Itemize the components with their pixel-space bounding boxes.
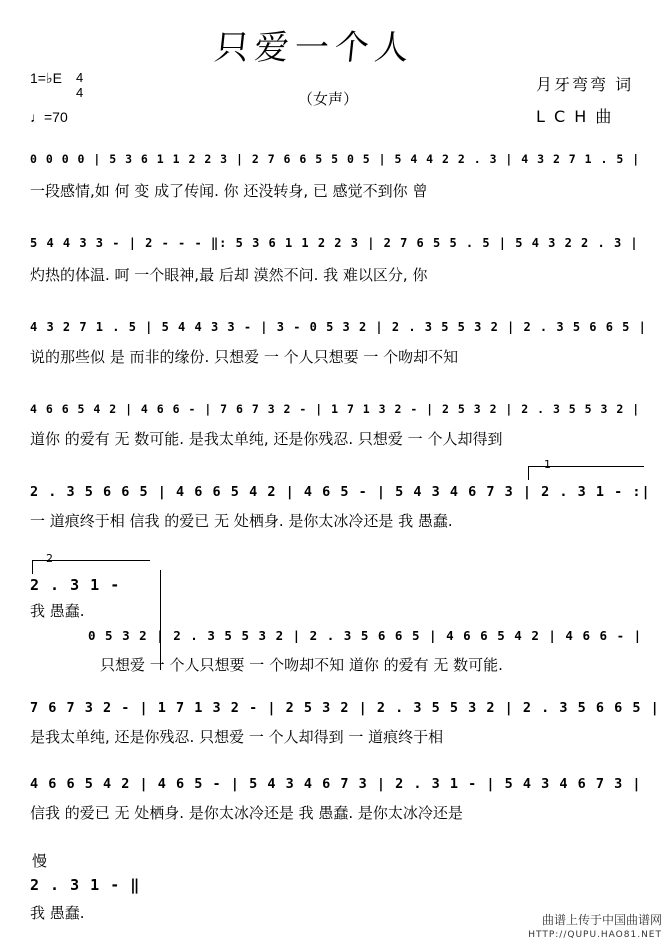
volta-1-hook	[528, 466, 529, 480]
notation-row-8: 7 6 7 3 2 - | 1 7 1 3 2 - | 2 5 3 2 | 2 . 3 5 5 3 2 | 2 . 3 5 6 6 5 |	[30, 700, 660, 716]
lyric-row-4: 道你 的爱有 无 数可能. 是我太单纯, 还是你残忍. 只想爱 一 个人却得到	[30, 430, 503, 448]
lyric-row-2: 灼热的体温. 呵 一个眼神,最 后却 漠然不问. 我 难以区分, 你	[30, 266, 428, 284]
footer-source: 曲谱上传于中国曲谱网	[541, 913, 662, 927]
lyric-row-7: 只想爱 一 个人只想要 一 个吻却不知 道你 的爱有 无 数可能.	[100, 656, 503, 674]
lyric-row-3: 说的那些似 是 而非的缘份. 只想爱 一 个人只想要 一 个吻却不知	[30, 348, 459, 366]
lyric-row-1: 一段感情,如 何 变 成了传闻. 你 还没转身, 已 感觉不到你 曾	[30, 182, 428, 200]
notation-row-5: 2 . 3 5 6 6 5 | 4 6 6 5 4 2 | 4 6 5 - | 5 4 3 4 6 7 3 | 2 . 3 1 - :|	[30, 484, 651, 500]
lyric-row-10: 我 愚蠢.	[30, 904, 85, 922]
slow-mark: 慢	[32, 852, 48, 870]
key-signature: 1=♭E	[30, 70, 62, 86]
notation-row-9: 4 6 6 5 4 2 | 4 6 5 - | 5 4 3 4 6 7 3 | 2 . 3 1 - | 5 4 3 4 6 7 3 |	[30, 776, 642, 792]
notation-row-2: 5 4 4 3 3 - | 2 - - - ‖: 5 3 6 1 1 2 2 3 | 2 7 6 5 5 . 5 | 5 4 3 2 2 . 3 |	[30, 236, 639, 250]
notation-row-4: 4 6 6 5 4 2 | 4 6 6 - | 7 6 7 3 2 - | 1 7 1 3 2 - | 2 5 3 2 | 2 . 3 5 5 3 2 |	[30, 402, 641, 416]
notation-row-1: 0 0 0 0 | 5 3 6 1 1 2 2 3 | 2 7 6 6 5 5 0 5 | 5 4 4 2 2 . 3 | 4 3 2 7 1 . 5 |	[30, 152, 641, 166]
footer-url: HTTP://QUPU.HAO81.NET	[528, 930, 662, 940]
tempo-mark: ♩=70	[30, 109, 68, 125]
volta-2-hook	[32, 560, 33, 574]
lyric-row-8: 是我太单纯, 还是你残忍. 只想爱 一 个人却得到 一 道痕终于相	[30, 728, 444, 746]
notation-row-7: 0 5 3 2 | 2 . 3 5 5 3 2 | 2 . 3 5 6 6 5 | 4 6 6 5 4 2 | 4 6 6 - |	[88, 628, 643, 643]
lyric-row-6: 我 愚蠢.	[30, 602, 85, 620]
notation-row-6: 2 . 3 1 -	[30, 576, 121, 594]
notation-row-3: 4 3 2 7 1 . 5 | 5 4 4 3 3 - | 3 - 0 5 3 2 | 2 . 3 5 5 3 2 | 2 . 3 5 6 6 5 |	[30, 320, 647, 334]
volta-1-label: 1	[544, 458, 551, 471]
volta-2-label: 2	[46, 552, 53, 565]
lyric-row-5: 一 道痕终于相 信我 的爱已 无 处栖身. 是你太冰冷还是 我 愚蠢.	[30, 512, 453, 530]
page-title: 只爱一个人	[212, 28, 417, 68]
time-signature: 4 4	[76, 70, 84, 100]
composer-credit: L C H 曲	[536, 107, 614, 126]
subtitle: （女声）	[298, 90, 359, 108]
lyricist-credit: 月牙弯弯 词	[536, 75, 634, 94]
notation-row-10: 2 . 3 1 - ‖	[30, 876, 141, 894]
lyric-row-9: 信我 的爱已 无 处栖身. 是你太冰冷还是 我 愚蠢. 是你太冰冷还是	[30, 804, 463, 822]
